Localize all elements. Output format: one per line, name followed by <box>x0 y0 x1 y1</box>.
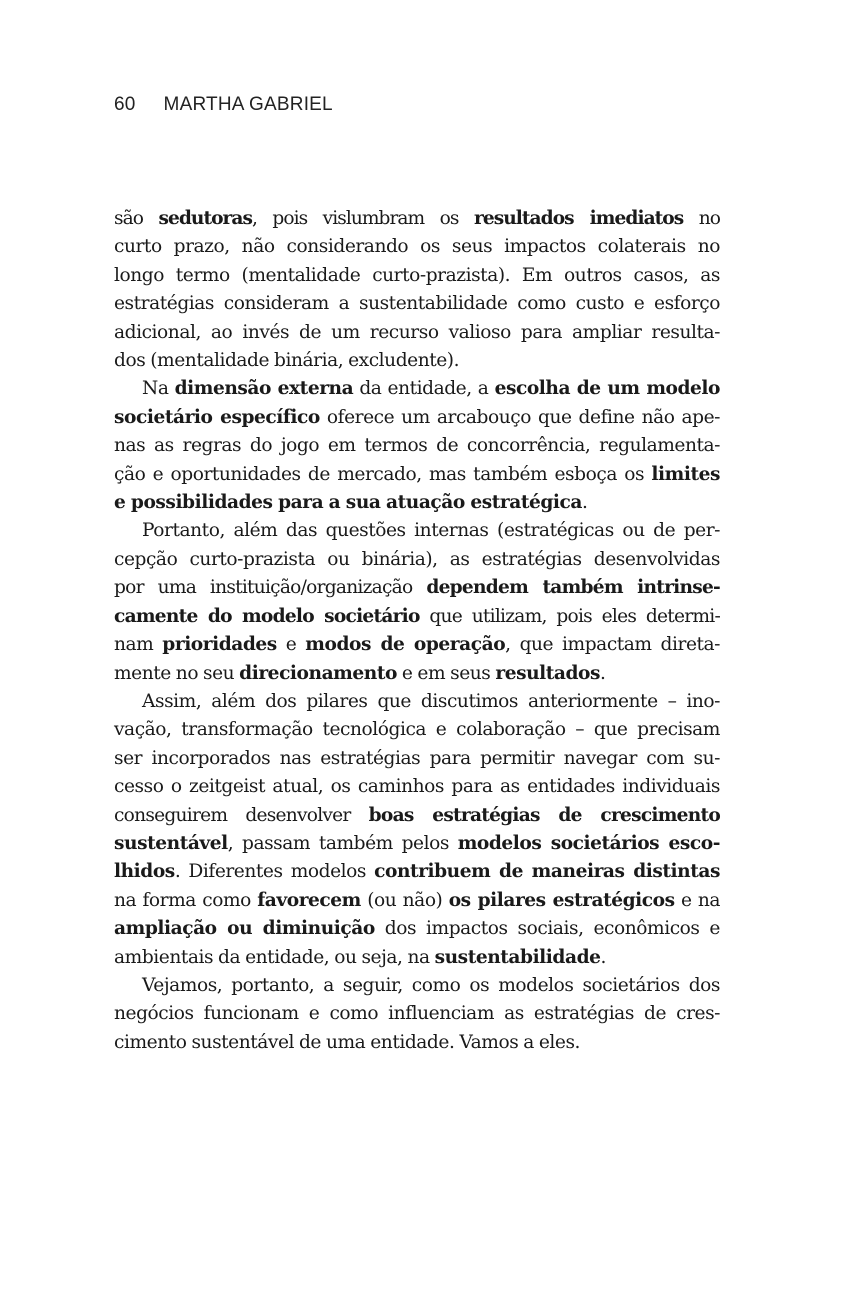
bold-text: ampliação ou diminuição <box>114 918 375 940</box>
text-line <box>114 404 720 432</box>
text-run: , que impactam direta- <box>505 634 720 656</box>
text-run: . <box>582 492 588 514</box>
text-line <box>114 262 720 290</box>
text-run: oferece um arcabouço que define não ape- <box>319 406 720 428</box>
paragraph <box>114 375 720 517</box>
text-line <box>114 972 720 1000</box>
text-run: Na <box>142 378 175 400</box>
bold-text: sustentável <box>114 832 228 854</box>
page-number: 60 <box>114 94 136 115</box>
bold-text: modelos societários esco- <box>457 832 720 854</box>
text-line <box>114 1029 720 1057</box>
text-line <box>114 461 720 489</box>
text-run: e <box>276 634 306 656</box>
text-line <box>114 802 720 830</box>
bold-text: lhidos <box>114 861 175 883</box>
text-line <box>114 347 720 375</box>
bold-text: favorecem <box>257 889 361 911</box>
text-line <box>114 375 720 403</box>
text-line <box>114 858 720 886</box>
text-run: nas as regras do jogo em termos de concorrência, regulamenta- <box>114 435 720 457</box>
bold-text: modos de operação <box>305 634 506 656</box>
paragraph <box>114 205 720 375</box>
bold-text: os pilares estratégicos <box>448 889 675 911</box>
text-run: negócios funcionam e como influenciam as estratégias de cres- <box>114 1003 720 1025</box>
text-run: (ou não) <box>360 889 449 911</box>
text-line <box>114 887 720 915</box>
paragraph <box>114 688 720 972</box>
bold-text: limites <box>651 463 720 485</box>
bold-text: escolha de um modelo <box>494 378 720 400</box>
bold-text: dimensão externa <box>174 378 354 400</box>
text-line <box>114 688 720 716</box>
text-line <box>114 432 720 460</box>
bold-text: direcionamento <box>239 662 397 684</box>
text-line <box>114 546 720 574</box>
paragraph <box>114 517 720 687</box>
text-run: cesso o zeitgeist atual, os caminhos para as entidades individuais <box>114 776 720 798</box>
text-run: . <box>600 662 606 684</box>
text-run: da entidade, a <box>353 378 495 400</box>
running-header <box>114 94 333 116</box>
text-run: estratégias consideram a sustentabilidade como custo e esforço <box>114 293 720 315</box>
text-run: conseguirem desenvolver <box>114 804 369 826</box>
text-run: longo termo (mentalidade curto-prazista). Em outros casos, as <box>114 264 720 286</box>
text-line <box>114 290 720 318</box>
bold-text: prioridades <box>162 634 277 656</box>
text-line <box>114 944 720 972</box>
text-run: e em seus <box>396 662 496 684</box>
text-line <box>114 603 720 631</box>
text-run: dos (mentalidade binária, excludente). <box>114 350 460 372</box>
bold-text: boas estratégias de crescimento <box>368 804 720 826</box>
text-run: . Diferentes modelos <box>174 861 375 883</box>
body-text <box>114 205 720 1057</box>
paragraph <box>114 972 720 1057</box>
author-name: MARTHA GABRIEL <box>163 94 333 115</box>
text-line <box>114 319 720 347</box>
bold-text: resultados <box>495 662 601 684</box>
text-run: , pois vislumbram os <box>252 208 474 229</box>
text-line <box>114 205 720 233</box>
text-run: ser incorporados nas estratégias para permitir navegar com su- <box>114 747 720 769</box>
text-line <box>114 631 720 659</box>
text-line <box>114 660 720 688</box>
text-run: ambientais da entidade, ou seja, na <box>114 946 435 968</box>
text-run: , passam também pelos <box>227 832 458 854</box>
text-run: que utilizam, pois eles determi- <box>419 605 720 627</box>
bold-text: societário específico <box>114 406 320 428</box>
text-run: na forma como <box>114 889 258 911</box>
text-line <box>114 830 720 858</box>
text-run: curto prazo, não considerando os seus impactos colaterais no <box>114 236 720 258</box>
text-run: por uma instituição/organização <box>114 577 427 599</box>
text-line <box>114 489 720 517</box>
text-run: nam <box>114 634 163 656</box>
text-line <box>114 745 720 773</box>
text-line <box>114 574 720 602</box>
bold-text: resultados imediatos <box>473 208 684 229</box>
bold-text: e possibilidades para a sua atuação estratégica <box>114 492 582 514</box>
text-run: Assim, além dos pilares que discutimos anteriormente – ino- <box>142 690 720 712</box>
text-run: são <box>114 208 159 229</box>
text-run: . <box>600 946 606 968</box>
text-run: cimento sustentável de uma entidade. Vamos a eles. <box>114 1031 580 1053</box>
text-line <box>114 233 720 261</box>
bold-text: sustentabilidade <box>434 946 601 968</box>
bold-text: camente do modelo societário <box>114 605 420 627</box>
text-line <box>114 773 720 801</box>
text-line <box>114 915 720 943</box>
text-run: adicional, ao invés de um recurso valioso para ampliar resulta- <box>114 321 720 343</box>
bold-text: contribuem de maneiras distintas <box>374 861 720 883</box>
text-line <box>114 517 720 545</box>
text-run: Vejamos, portanto, a seguir, como os modelos societários dos <box>142 974 720 996</box>
text-line <box>114 1000 720 1028</box>
text-run: Portanto, além das questões internas (estratégicas ou de per- <box>142 520 720 542</box>
text-run: e na <box>674 889 720 911</box>
text-run: cepção curto-prazista ou binária), as estratégias desenvolvidas <box>114 548 720 570</box>
text-run: no <box>683 208 721 229</box>
text-run: vação, transformação tecnológica e colaboração – que precisam <box>114 719 720 741</box>
text-run: mente no seu <box>114 662 240 684</box>
bold-text: sedutoras <box>158 208 253 229</box>
text-line <box>114 716 720 744</box>
text-run: ção e oportunidades de mercado, mas também esboça os <box>114 463 652 485</box>
bold-text: dependem também intrinse- <box>426 577 720 599</box>
text-run: dos impactos sociais, econômicos e <box>374 918 720 940</box>
